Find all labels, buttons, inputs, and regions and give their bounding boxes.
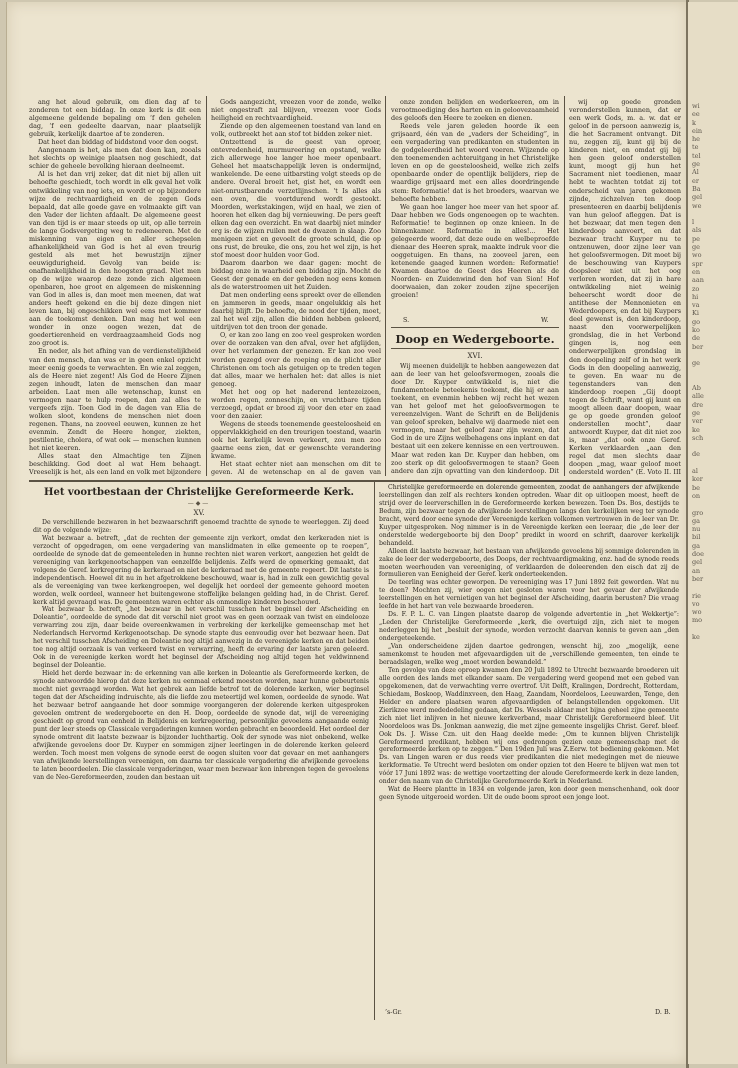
edge-fragment: vo — [692, 599, 700, 608]
edge-fragment: sch — [692, 433, 704, 442]
paragraph: En neder, als het afhing van de verdienstelijkheid van den mensch, dan was er in geen enkel opzicht meer eenig goeds te verwachten. En wie zal zeggen, als de Heere niet zegent! Als God de Heere Zijnen zegen inhoudt, laten de menschen dan maar arbeiden. Laat men alle wetenschap, kunst en vermogen naar te hulp roepen, dan zal alles te vergeefs zijn. Toen God in de dagen van Elia de wolken sloot, kondens de menschen niet doen regenen. Thans, na zooveel eeuwen, kunnen ze het evenmin. Zendt de Heere honger, ziekten, pestilentie, cholera, of wat ook — menschen kunnen het niet keeren. — [29, 347, 201, 453]
section-rule — [391, 348, 559, 349]
paragraph: De teerling was echter geworpen. De vereeniging was 17 Juni 1892 feit geworden. Wat nu te doen? Mochten zij, wier oogen niet gesloten waren voor het gevaar der afwijkende leerstellingen en het vernietigen van het beginsel der Afscheiding, daarin berusten? Die vraag leefde in het hart van vele bezwaarde broederen. — [379, 579, 679, 611]
edge-fragment: he — [692, 135, 701, 144]
edge-fragment: ke — [692, 633, 700, 641]
signature-right: W. — [541, 316, 549, 324]
edge-fragment: er — [692, 176, 699, 185]
edge-fragment: ko — [692, 326, 700, 335]
edge-fragment: rie — [692, 591, 702, 600]
edge-fragment: gel — [692, 558, 703, 567]
edge-fragment: al — [692, 467, 698, 476]
edge-fragment: ge — [692, 160, 701, 169]
paragraph: Christelijke gereformeerde en dolerende gemeenten, zoodat de aanhangers der afwijkende leerstellingen dan zelf als rechters konden optreden. Waar dit op uitloopen moest, heeft de strijd over de leerverschillen in de Gereformeerde kerken bewezen. Toen Ds. Bos, destijds te Bedum, zijn bezwaar tegen de afwijkende leerstellingen langs den kerkelijken weg ter synode bracht, werd door eene synode der Vereenigde kerken volkomen vertrouwen in de leer van Dr. Kuyper uitgesproken. Nog nimmer is in de Vereenigde kerken een leeraar, die „de leer der onderstelde wedergeboorte bij den Doop” predikt in woord en schrift, daarover kerkelijk behandeld. — [379, 484, 679, 547]
paragraph: Wat bezwaar b. betreft, „het bezwaar in het verschil tusschen het beginsel der Afscheiding en Doleantie”, oordeelde de synode dat dit verschil niet groot was en geen oorzaak van twist en eindelooze verwarring zou zijn, daar beide overeenkwamen in verbreking der kerkelijke gemeenschap met het Nederlandsch Hervormd Kerkgenootschap. De synode stapte dus eenvoudig over het bezwaar heen. Dat het verschil tusschen Afscheiding en Doleantie nog altijd aanwezig in de vereenigde kerken en dat beiden toe nog altijd oorzaak is van verkeerd twist en verwarring, heeft de ervaring der laatste jaren geleerd. Ook in de vereenigde kerken wordt het beginsel der Afscheiding nog altijd tegen het veldwinnend beginsel der Doleantie. — [33, 606, 369, 670]
edge-fragment: wo — [692, 251, 702, 260]
paragraph: We gaan hoe langer hoe meer van het spoor af. Daar hebben we Gods ongenoegen op te wachten. Reformatie! te beginnen op onze knieen. In de binnenkamer. Reformatie in alles!... Het gelegeerde woord, dat deze oude en welbeproefde dienaar des Heeren sprak, maakte indruk voor die ooggetuigen. En thans, na zooveel jaren, een ketenende gaaged kunnen worden: Reformatie! Kwamen daartoe de Geest des Heeren als de Noorden- en Zuidenwind den hof van Sion! Hof doorwaaien, dan zoker zouden zijne specerijen groeien! — [391, 202, 559, 300]
signature-left-bottom: ’s-Gr. — [385, 1008, 402, 1016]
paragraph: Aangenaam is het, als men dat doen kan, zooals het slechts op weinige plaatsen nog geschiedt, dat schier de geheele bevolking hieraan deelneemt. — [29, 146, 201, 171]
bottom-column-2 — [379, 484, 679, 1004]
paragraph: Reeds vele jaren geleden hoorde ik een grijsaard, één van de „vaders der Scheiding”, in een vergadering van predikanten en studenten in de godgeleerdheid het woord voeren. Wijzende op den toenemenden achteruitgang in het Christelijke leven en op de geesteloosheid, welke zich zelfs openbaarde onder de opentlijk belijders, riep de waardige grijsaard met een alles doordringende stem: Reformatie! dat is het broeders, waarvan we behoefte hebben. — [391, 122, 559, 203]
edge-fragment — [692, 625, 704, 633]
column-divider — [374, 482, 375, 1020]
headline-doop: Doop en Wedergeboorte. — [395, 332, 555, 346]
edge-fragment: bil — [692, 533, 701, 542]
edge-fragment — [692, 583, 704, 591]
edge-fragment: k — [692, 118, 696, 127]
paragraph: Al is het dan vrij zeker, dat dit niet bij allen uit behoefte geschiedt, toch wordt in elk geval het volk ontwikkeling van nog iets, en wordt er op bijzondere wijze de rechtvaardigheid en de zegen Gods bepaald, dat alle goede gave en volmaakte gift van den Vader der lichten afdaalt. De algemeene geest van den tijd is er maar steeds op uit, op alle terrein de lange Godsvergeting weg te redeneeren. Met de miskenning van eigen en aller schepselen afhankelijkheid van God is het al even treurig gesteld als met het bewustzijn zijner eeuwigdurigheid. Gevolg van beide is: onafhankelijkheid in den hoogsten graad. Niet men op de wijze waarop deze zonde zich algemeen openbaren, hoe groot en algemeen de miskenning van God in alles is, dan moet men meenen, dat wat anders heeft gekend en die bij deze dingen niet leven kan, bij ongeschikken wel eens met kommer aan de toekomst denken. Dan mag het wel een wonder in onze oogen wezen, dat de goedertierenheid en verdraagzaamheid Gods nog zoo groot is. — [29, 170, 201, 348]
edge-fragment — [692, 368, 704, 376]
edge-fragment: ge — [692, 243, 701, 252]
paragraph: ang het aloud gebruik, om dien dag af te zonderen tot een biddag. In onze kerk is dit een algemeene geldende bepaling om ‘f den gehelen dag, ‘f een gedeelte daarvan, naar plaatselijk gebruik, kerkelijk daartoe af te zonderen. — [29, 98, 201, 139]
edge-fragment: we — [692, 201, 702, 210]
horizontal-rule — [29, 480, 681, 482]
edge-fragment: ke — [692, 425, 700, 434]
section-rule — [391, 327, 559, 328]
edge-fragment: gel — [692, 193, 703, 202]
section-number-main: XV. — [193, 509, 205, 517]
edge-fragment: ge — [692, 359, 701, 368]
edge-fragment — [692, 500, 704, 508]
edge-fragment — [692, 351, 704, 359]
signature-left: S. — [403, 316, 410, 324]
edge-fragment: Al — [692, 168, 699, 177]
column-4 — [569, 98, 681, 476]
edge-fragment: ver — [692, 417, 703, 426]
paragraph: De verschillende bezwaren in het bezwaarschrift genoemd trachtte de synode te weerleggen. Zij deed dit op de volgende wijze: — [33, 519, 369, 534]
edge-fragment: wi — [692, 102, 700, 110]
edge-fragment: zo — [692, 284, 700, 293]
edge-fragment: an — [692, 566, 701, 575]
edge-fragment: doe — [692, 550, 704, 559]
edge-fragment: gro — [692, 508, 704, 517]
edge-fragment: aan — [692, 276, 704, 285]
column-1 — [29, 98, 201, 476]
paragraph: Alles staat den Almachtige ten Zijnen beschikking. God doet al wat Hem behaagt. Vreeselijk is het, als een land en volk met bijzondere — [29, 452, 201, 476]
paragraph: Ten gevolge van deze oproep kwamen den 20 Juli 1892 te Utrecht bezwaarde broederen uit alle oorden des lands met elkander saam. De vergadering werd geopend met een gebed van opgekomenen, dat de verwachting verre overtrof. Uit Delft, Kralingen, Dordrecht, Rotterdam, Schiedam, Boskoop, Waddinxveen, den Haag, Zaandam, Noordeloos, Leeuwarden, Tenge, den Helder en andere plaatsen waren afgevaardigden of belangstellenden opgekomen. Uit Zierikzee werd medededeling gedaan, dat Ds. Wessels aldaar met bijna geheel zijne gemeente zich niet liet inlijven in het nieuwe kerkverband, maar Christelijk Gereformeerd bleef. Uit Noordeloos was Ds. Jonkman aanwezig, die met zijne gemeente insgelijks Christ. Geref. bleef. Ook Ds. J. Wisse Czn. uit den Haag deelde mede: „Om te kunnen blijven Christelijk Gereformeerd predikant, hebben wij ons gedrongen gezien onze gemeenschap met de gereformeerde kerken op te zeggen.” Den 19den Juli was Z.Eerw. tot bediening gekomen. Met Ds. van Lingen waren er dus reeds vier predikanten die niet medegingen met de nieuwe kerkformatie. Te Utrecht werd besloten om onder opzien tot den Heere te blijven wat men tot vóór 17 Juni 1892 was: de wettige voortzetting der aloude Gereformeerde kerk in deze landen, onder den naam van de Christelijke Gereformeerde Kerk in Nederland. — [379, 666, 679, 786]
edge-fragment: Ba — [692, 184, 701, 193]
edge-fragment: Ki — [692, 309, 699, 318]
paragraph: Daarom daarbon we daar gagen: mocht de biddag onze in waarheid een biddag zijn. Mocht de Geest der genade en der gebeden nog eens komen als de waterstroomen uit het Zuiden. — [211, 258, 381, 292]
edge-fragment: ga — [692, 516, 701, 525]
ornament: —◆— — [187, 500, 211, 507]
edge-fragment: ber — [692, 574, 704, 583]
edge-fragment: de — [692, 450, 701, 459]
edge-fragment: dre — [692, 400, 704, 409]
paragraph: Hield het derde bezwaar in: de erkenning van alle kerken in Doleantie als Gereformeerde kerken, de synode antwoordde hierop dat deze kerken nu eenmaal erkend moesten worden, naar hunne gebeurtenis mocht niet gevraagd worden. Wat het gebrek aan liefde betrof tot de dolerende kerken, wier beginsel tegen dat der Afscheiding indruischte, als die liefde zou meteertijd wel komen, oordeelde de synode. Wat het bezwaar betrof aangaande het door sommige voorgangeren der dolerende kerken uitgesproken gevoelen omtrent de wedergeboorte en den H. Doop, oordeelde de synode dat, wijl de vereeniging geschiedt op grond van eenheid in Belijdenis en kerkregeering, persoonlijke gevoelens aangaande eenig punt der leer steeds op Classicale vergaderingen kunnen worden gebracht en beoordeeld. Het oordeel der synode omtrent dit laatste bezwaar is bijzonder luchthartig. Ook der synode was niet onbekend, welke afwijkende gevoelens door Dr. Kuyper en sommigen zijner leerlingen in de dolerende kerken geleerd werden. Toch moest men volgens de synode eerst de oogen sluiten voor dat gevaar en met aanhangers van afwijkende leerstellingen vereenigen, om daarna ter classicale vergadering die afwijkende gevoelens te laten beoordeelen. Die classicale vergaderingen, waar men bezwaar kon inbrengen tegen de gevoelens van de Neo-Gereformeerden, zouden dan bestaan uit — [33, 670, 369, 781]
next-page-edge — [688, 2, 738, 1064]
column-divider — [564, 96, 565, 476]
paragraph: „Van onderscheidene zijden daartoe gedrongen, wenscht hij, zoo „mogelijk, eene samenkomst te houden met afgevaardigden uit de „verschillende gemeenten, ten einde te beraadslagen, welke weg „moet worden bewandeld.” — [379, 643, 679, 666]
edge-fragment: ge — [692, 408, 701, 417]
edge-fragment: de — [692, 334, 701, 343]
newspaper-page — [6, 2, 687, 1064]
edge-fragment: mo — [692, 616, 703, 625]
paragraph: Het staat echter niet aan menschen om dit te geven. Al de wetenschap en al de gaven van — [211, 460, 381, 476]
edge-fragment — [692, 376, 704, 384]
paragraph: Ziende op den algemeenen toestand van land en volk, outbreekt het aan stof tot bidden zeker niet. — [211, 122, 381, 139]
edge-fragment: l — [692, 218, 695, 227]
section-number: XVI. — [467, 352, 483, 360]
edge-fragment: spr — [692, 259, 703, 268]
edge-fragment: als — [692, 226, 702, 235]
paragraph: Ds. F. P. L. C. van Lingen plaatste daarop de volgende advertentie in „het Wekkertje”: „Leden der Christelijke Gereformeerde „kerk, die overtuigd zijn, zich niet te mogen nederleggen bij het „besluit der synode, worden verzocht daarvan kennis te geven aan „den ondergeteekende. — [379, 611, 679, 643]
edge-fragment: hi — [692, 292, 699, 301]
edge-fragment — [692, 210, 704, 218]
edge-fragment: en — [692, 267, 701, 276]
edge-fragment: va — [692, 301, 700, 310]
paragraph: Alleen dit laatste bezwaar, het bestaan van afwijkende gevoelens bij sommige dolerenden in zake de leer der wedergeboorte, des Doops, der rechtvaardigmaking, enz. had de synode reeds moeten weerhouden van vereeniging, of verklaarden de doleerenden den eisch dat zij de formulieren van Eenigheid der Geref. kerk onderteekenden. — [379, 547, 679, 579]
edge-fragment: go — [692, 317, 701, 326]
paragraph: onze zonden belijden en wederkeeren, om in verootmoediging des harten en in geloovezaamheid des geloofs den Heere te zoeken en dienen. — [391, 98, 559, 123]
edge-fragment: Ab — [692, 384, 701, 393]
edge-fragment: ber — [692, 342, 704, 351]
edge-fragment: nu — [692, 525, 701, 534]
bottom-column-1 — [33, 519, 369, 1017]
paragraph: Wij meenen duidelijk te hebben aangewezen dat aan de leer van het geloofsvermogen, zooals die door Dr. Kuyper ontwikkeld is, niet die fundamenteele beteekenis toekomt, die hij er aan toekent, en evenmin hebben wij recht het wezen van het geloof met het geloofsvermogen te vereenzelvigen. Want de Schrift en de Belijdenis van geloof spreken, behalve wij daarmede niet een vermogen, maar het geloof zaar zijn wezen, dat God in de ure Zijns welbehagens ons inplant en dat bestaat uit een zekere kennisse en een vertrouwen. Maar wat reden kan Dr. Kuyper dan hebben, om zoo sterk op dit geloofsvermogen te staan? Geen andere dan zijn opvatting van den kinderdoop. Dit — [391, 362, 559, 475]
edge-fragment: tel — [692, 151, 701, 160]
paragraph: Dat heet dan biddag of biddstond voor den oogst. — [38, 138, 199, 147]
paragraph: Wat bezwaar a. betreft, „dat de rechten der gemeente zijn verkort, omdat den kerkeraden niet is verzocht of opgedragen, om eene vergadering van manslidmaten in elke gemeente op te roepen”, oordeelde de synode dat de gemeenteleden in hunne rechten niet waren verkort, aangezien het geldt de vereeniging van kerkgenootschappen van eenzelfde belijdenis. Zelfs werd de opmerking gemaakt, dat volgens de Geref. kerkregering de kerkeraad en niet de kerkeraad met de gemeente regeert. Dit laatste is independentisch. Hoewel dit nu in het afgetrokkene beschouwd, waar is, had in zulk een gewichtig geval als de vereeniging van twee kerkengroepen, wel degelijk het oordeel der gemeente gehoord moeten worden, welk oordeel, wanneer het buitengewone stoffelijke belangen gelding had, in de Christ. Geref. kerk altijd gevraagd was. De gemeenten waren echter als onmondige kinderen beschouwd. — [33, 534, 369, 606]
column-3-top — [391, 98, 559, 315]
edge-fragment: on — [692, 491, 701, 500]
edge-fragment: alle — [692, 392, 704, 401]
column-divider — [206, 96, 207, 476]
paragraph: O, er kan zoo lang en zoo veel gesproken worden over de oorzaken van den afval, over het afglijden, over het verlammen der genezen. Er kan zoo veel worden gezegd over de roeping en de plicht aller Christenen om toch als getuigen op te treden tegen dat alles, maar we herhalen het: dat alles is niet genoeg. — [211, 331, 381, 388]
edge-fragment: ga — [692, 541, 701, 550]
paragraph: Ontzettend is de geest van oproer, ontevredenheid, murmureering en opstand, welke zich allerwege hoe langer hoe meer openbaart. Geheel het maatschappelijk leven is ondermijnd, wankelende. De eene uitbarsting volgt steeds op de andere. Overal broeit het, gist het, en wordt een niet-onrustbarende verzetlijnschen. 't Is alles als een oven, die voortdurend wordt gestookt. Moorden, werkstakingen, wijd en haal, we zien of hooren het elken dag bij vernieuwing. De pers geeft elken dag een overzicht. En wat daarbij niet minder erg is: de wijzen ruilen met de dwazen in slaap. Zoo menigeen ziet en gevoelt de groote schuld, die op ons rust, de breuke, die ons, zou het wel zijn, is het stof moest door hulden voor God. — [211, 138, 381, 259]
headline-main: Het voortbestaan der Christelijke Gereformeerde Kerk. — [44, 487, 354, 498]
column-2 — [211, 98, 381, 476]
signature-right-bottom: D. B. — [655, 1008, 671, 1016]
edge-fragment: ein — [692, 126, 703, 135]
edge-fragment — [692, 459, 704, 467]
next-page-fragments — [692, 102, 704, 641]
edge-fragment: te — [692, 143, 699, 152]
edge-fragment: ee — [692, 110, 700, 119]
edge-fragment: wo — [692, 608, 702, 617]
column-divider — [385, 96, 386, 476]
paragraph: Wegens de steeds toenemende geesteloosheid en oppervlakkigheid en den treurigen toestand, waarin ook het kerkelijk leven verkeert, zou men zoo gaarne eens zien, dat er gewenschte verandering kwame. — [211, 419, 381, 461]
edge-fragment: be — [692, 483, 701, 492]
paragraph: Dat men onderling eens spreekt over de ellenden en jammeren in geeds, maar ongelukkig als het daarbij blijft. De behoefte, de nood der tijden, moet, zal het wel zijn, allen die bidden hebben geleerd, uitdrijven tot den troon der genade. — [211, 291, 381, 332]
paragraph: Met het oog op het naderend lentezeizoen, worden regen, zonneschijn, en vruchtbare tijden verzoegd, opdat er brood zij voor den eter en zaad voor den zaaier. — [211, 387, 381, 420]
column-3-bottom — [391, 362, 559, 476]
edge-fragment — [692, 442, 704, 450]
edge-fragment: ker — [692, 475, 703, 484]
paragraph: Wat de Heere plantte in 1834 en volgende jaren, kon door geen menschenhand, ook door geen Synode uitgeroeid worden. Uit de oude boom sproot een jonge loot. — [379, 786, 679, 802]
edge-fragment: pe — [692, 234, 701, 243]
paragraph: wij op goede gronden veronderstellen kunnen, dat er een werk Gods, m. a. w. dat er geloof in de persoon aanwezig is, die het Sacrament ontvangt. Dit nu, zeggen zij, kunt gij bij de kinderen niet, en omdat gij bij hen geen geloof onderstellen kunt, moogt gij hun het Sacrament niet toedienen, maar hebt te wachten totdat zij tot onderscheid van jaren gekomen zijnde, zichzelven ten doop presenteeren en daarbij belijdenis van hun geloof afleggen. Dat is het bezwaar, dat men tegen den kinderdoop aanvoert, en dat bezwaar tracht Kuyper nu te ontzenuwen, door zijne leer van het geloofsvermogen. Dit moet bij de beschouwing van Kuypers doopsleer niet uit het oog verloren worden, dat zij in hare ontwikkeling niet weinig beheerscht wordt door de antithese der Mennonieten en Wederdoopers, en dat bij Kuypers deel gewenst is, den kinderdoop, naast den voorwerpelijken grondslag, die in het Verbond gingen is, nog een onderwerpelijken grondslag in den doopeling zelf of in het werk Gods in den doopeling aanwezig, te geven. En waar nu de tegenstanders van den kinderdoop roepen „Gij doopt tegen de Schrift, want gij kunt en moogt alleen daar doopen, waar ge op goede gronden geloof onderstellen mocht”, daar antwoordt Kuyper, dat dit niet zoo is, maar „dat ook onze Geref. Kerken verklaarden „aan den regel dat men slechts daar doopen „mag, waar geloof moet ondersteld worden” (E. Voto II. III — [569, 98, 681, 476]
paragraph: Gods aangezicht, vreezen voor de zonde, welke niet ongestraft zal blijven, vreezen voor Gods heiligheid en rechtvaardigheid. — [211, 98, 381, 123]
